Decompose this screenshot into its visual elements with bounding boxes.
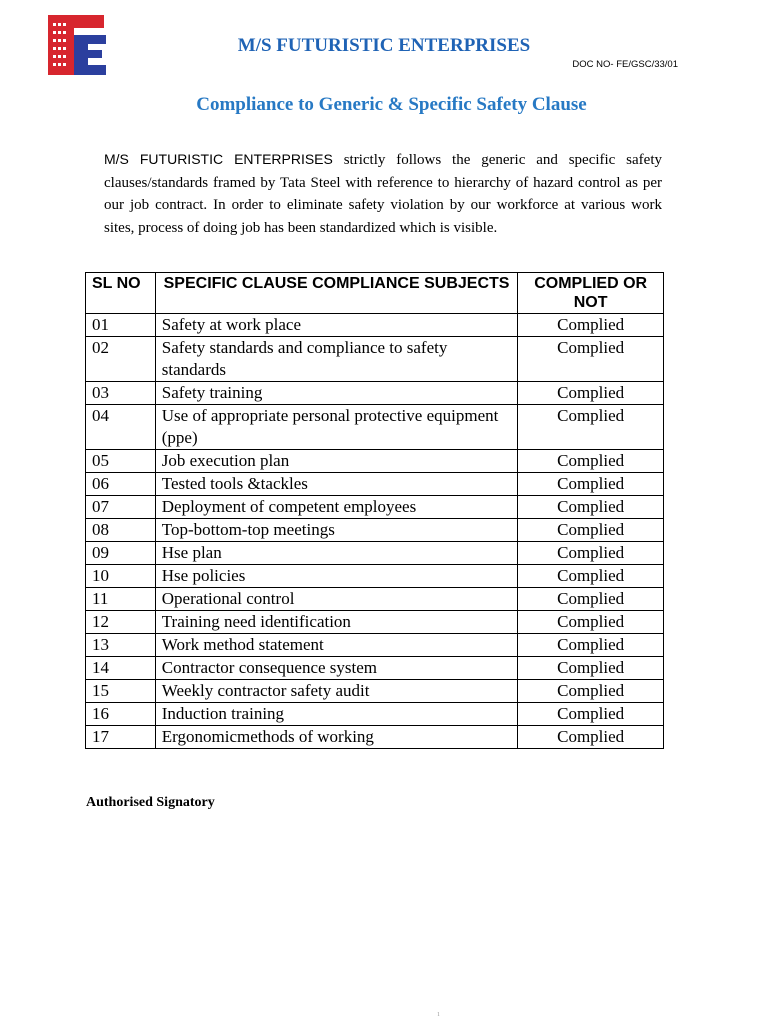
subject-cell: Induction training xyxy=(155,703,518,726)
status-cell: Complied xyxy=(518,314,664,337)
sl-cell: 09 xyxy=(86,542,156,565)
table-row xyxy=(86,450,664,473)
table-header-row xyxy=(86,273,664,314)
subject-cell: Contractor consequence system xyxy=(155,657,518,680)
status-cell: Complied xyxy=(518,496,664,519)
sl-cell: 04 xyxy=(86,405,156,450)
sl-cell: 17 xyxy=(86,726,156,749)
table-row xyxy=(86,680,664,703)
status-cell: Complied xyxy=(518,565,664,588)
status-cell: Complied xyxy=(518,542,664,565)
sl-cell: 15 xyxy=(86,680,156,703)
table-row xyxy=(86,657,664,680)
table-row xyxy=(86,703,664,726)
table-row xyxy=(86,405,664,450)
status-cell: Complied xyxy=(518,473,664,496)
table-row xyxy=(86,588,664,611)
status-cell: Complied xyxy=(518,405,664,450)
page-mark: 1 xyxy=(437,1012,440,1018)
subject-cell: Safety at work place xyxy=(155,314,518,337)
sl-cell: 02 xyxy=(86,337,156,382)
table-row xyxy=(86,496,664,519)
header-status: COMPLIED OR NOT xyxy=(518,273,664,314)
subject-cell: Job execution plan xyxy=(155,450,518,473)
table-row xyxy=(86,726,664,749)
table-row xyxy=(86,314,664,337)
compliance-table xyxy=(85,272,664,749)
sl-cell: 11 xyxy=(86,588,156,611)
table-row xyxy=(86,337,664,382)
intro-text: strictly follows the generic and specific safety clauses/standards framed by Tata Steel with reference to hierarchy of hazard control as per our job contract. In order to eliminate safety violation by our workforce at various work sites, process of doing job has been standardized which is visible. xyxy=(104,152,662,236)
sl-cell: 05 xyxy=(86,450,156,473)
table-row xyxy=(86,519,664,542)
subject-cell: Safety standards and compliance to safety standards xyxy=(155,337,518,382)
company-name: M/S FUTURISTIC ENTERPRISES xyxy=(237,35,531,56)
subject-cell: Ergonomicmethods of working xyxy=(155,726,518,749)
intro-lead: M/S FUTURISTIC ENTERPRISES xyxy=(104,151,333,167)
status-cell: Complied xyxy=(518,382,664,405)
status-cell: Complied xyxy=(518,337,664,382)
doc-number: DOC NO- FE/GSC/33/01 xyxy=(572,59,678,70)
table-row xyxy=(86,542,664,565)
table-row xyxy=(86,382,664,405)
subject-cell: Tested tools &tackles xyxy=(155,473,518,496)
subject-cell: Operational control xyxy=(155,588,518,611)
sl-cell: 01 xyxy=(86,314,156,337)
sl-cell: 07 xyxy=(86,496,156,519)
sl-cell: 10 xyxy=(86,565,156,588)
sl-cell: 16 xyxy=(86,703,156,726)
subject-cell: Deployment of competent employees xyxy=(155,496,518,519)
status-cell: Complied xyxy=(518,450,664,473)
table-row xyxy=(86,565,664,588)
authorised-signatory: Authorised Signatory xyxy=(86,795,215,810)
status-cell: Complied xyxy=(518,611,664,634)
sl-cell: 12 xyxy=(86,611,156,634)
table-row xyxy=(86,473,664,496)
header-subject: SPECIFIC CLAUSE COMPLIANCE SUBJECTS xyxy=(155,273,518,314)
subject-cell: Hse plan xyxy=(155,542,518,565)
sl-cell: 03 xyxy=(86,382,156,405)
status-cell: Complied xyxy=(518,726,664,749)
status-cell: Complied xyxy=(518,703,664,726)
subject-cell: Weekly contractor safety audit xyxy=(155,680,518,703)
sl-cell: 14 xyxy=(86,657,156,680)
sl-cell: 13 xyxy=(86,634,156,657)
header-sl-no: SL NO xyxy=(86,273,156,314)
intro-paragraph xyxy=(104,148,662,239)
status-cell: Complied xyxy=(518,657,664,680)
subject-cell: Work method statement xyxy=(155,634,518,657)
status-cell: Complied xyxy=(518,634,664,657)
subject-cell: Use of appropriate personal protective equipment (ppe) xyxy=(155,405,518,450)
status-cell: Complied xyxy=(518,680,664,703)
table-row xyxy=(86,634,664,657)
status-cell: Complied xyxy=(518,588,664,611)
sl-cell: 08 xyxy=(86,519,156,542)
status-cell: Complied xyxy=(518,519,664,542)
subject-cell: Top-bottom-top meetings xyxy=(155,519,518,542)
document-title: Compliance to Generic & Specific Safety Clause xyxy=(196,94,587,115)
subject-cell: Training need identification xyxy=(155,611,518,634)
sl-cell: 06 xyxy=(86,473,156,496)
subject-cell: Safety training xyxy=(155,382,518,405)
table-row xyxy=(86,611,664,634)
subject-cell: Hse policies xyxy=(155,565,518,588)
